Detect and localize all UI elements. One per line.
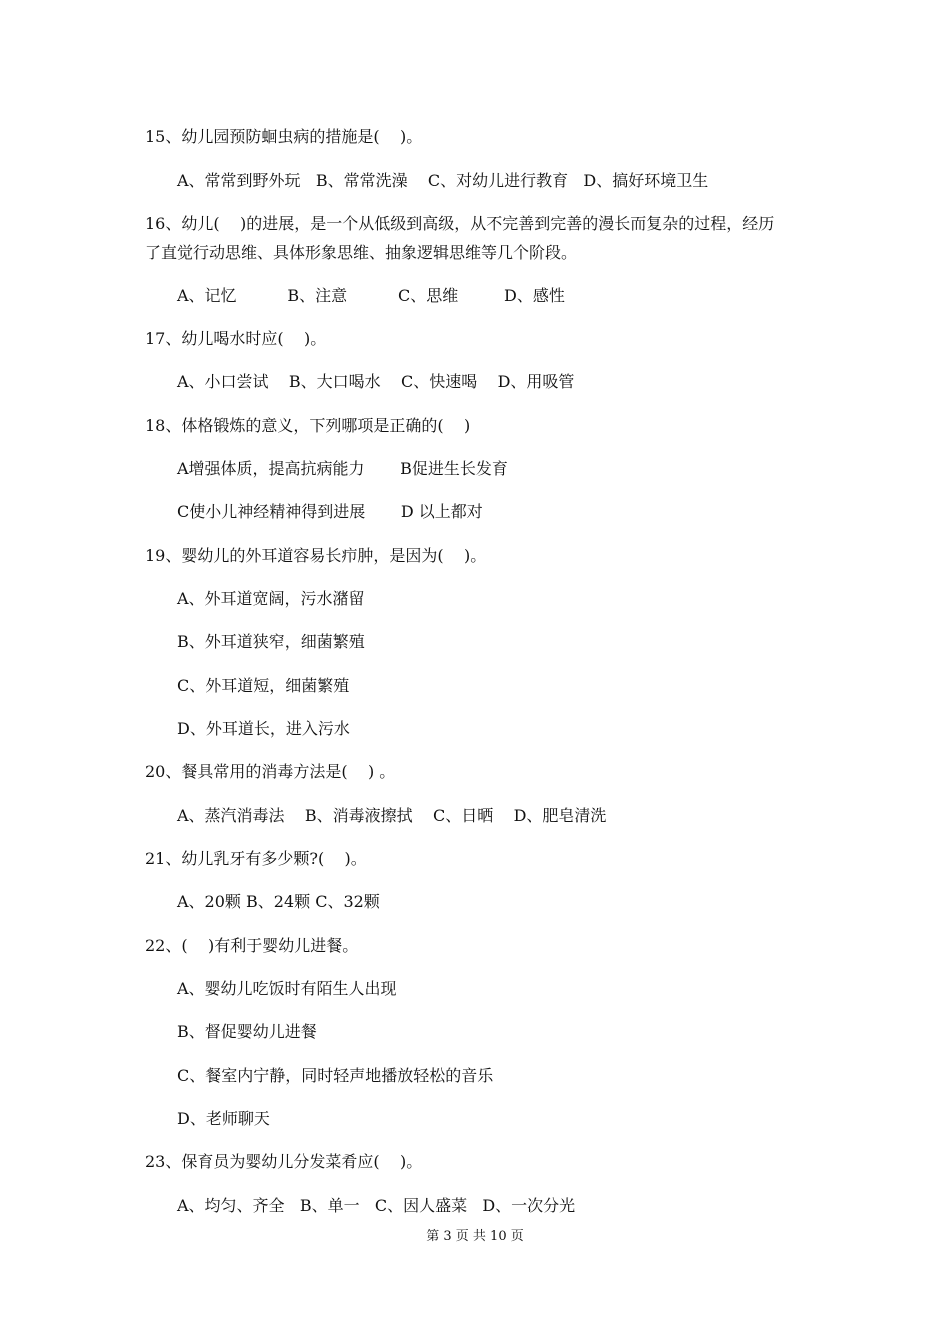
- question-16-stem: 16、幼儿( )的进展，是一个从低级到高级，从不完善到完善的漫长而复杂的过程，经历: [145, 214, 775, 233]
- question-22-option-d: D、老师聊天: [177, 1109, 270, 1128]
- question-15-options: A、常常到野外玩 B、常常洗澡 C、对幼儿进行教育 D、搞好环境卫生: [177, 171, 709, 190]
- question-22-stem: 22、( )有利于婴幼儿进餐。: [145, 936, 359, 955]
- question-22-option-b: B、督促婴幼儿进餐: [177, 1022, 317, 1041]
- page-footer: 第 3 页 共 10 页: [426, 1229, 524, 1244]
- question-17-stem: 17、幼儿喝水时应( )。: [145, 329, 327, 348]
- question-23-options: A、均匀、齐全 B、单一 C、因人盛菜 D、一次分光: [177, 1196, 576, 1215]
- question-20-stem: 20、餐具常用的消毒方法是( ) 。: [145, 762, 396, 781]
- question-21-stem: 21、幼儿乳牙有多少颗?( )。: [145, 849, 367, 868]
- question-17-options: A、小口尝试 B、大口喝水 C、快速喝 D、用吸管: [177, 372, 575, 391]
- question-22-option-a: A、婴幼儿吃饭时有陌生人出现: [177, 979, 397, 998]
- question-15-stem: 15、幼儿园预防蛔虫病的措施是( )。: [145, 127, 423, 146]
- question-16-stem-continued: 了直觉行动思维、具体形象思维、抽象逻辑思维等几个阶段。: [145, 243, 578, 262]
- question-21-options: A、20颗 B、24颗 C、32颗: [177, 892, 380, 911]
- question-19-option-b: B、外耳道狭窄，细菌繁殖: [177, 632, 365, 651]
- question-23-stem: 23、保育员为婴幼儿分发菜肴应( )。: [145, 1152, 423, 1171]
- question-19-option-a: A、外耳道宽阔，污水潴留: [177, 589, 365, 608]
- question-19-option-c: C、外耳道短，细菌繁殖: [177, 676, 350, 695]
- question-18-stem: 18、体格锻炼的意义，下列哪项是正确的( ): [145, 416, 471, 435]
- question-22-option-c: C、餐室内宁静，同时轻声地播放轻松的音乐: [177, 1066, 494, 1085]
- question-19-stem: 19、婴幼儿的外耳道容易长疖肿，是因为( )。: [145, 546, 487, 565]
- question-19-option-d: D、外耳道长，进入污水: [177, 719, 350, 738]
- question-16-options: A、记忆 B、注意 C、思维 D、感性: [177, 286, 565, 305]
- question-18-options-row-1: A增强体质，提高抗病能力 B促进生长发育: [177, 459, 508, 478]
- question-18-options-row-2: C使小儿神经精神得到进展 D 以上都对: [177, 502, 483, 521]
- question-20-options: A、蒸汽消毒法 B、消毒液擦拭 C、日晒 D、肥皂清洗: [177, 806, 607, 825]
